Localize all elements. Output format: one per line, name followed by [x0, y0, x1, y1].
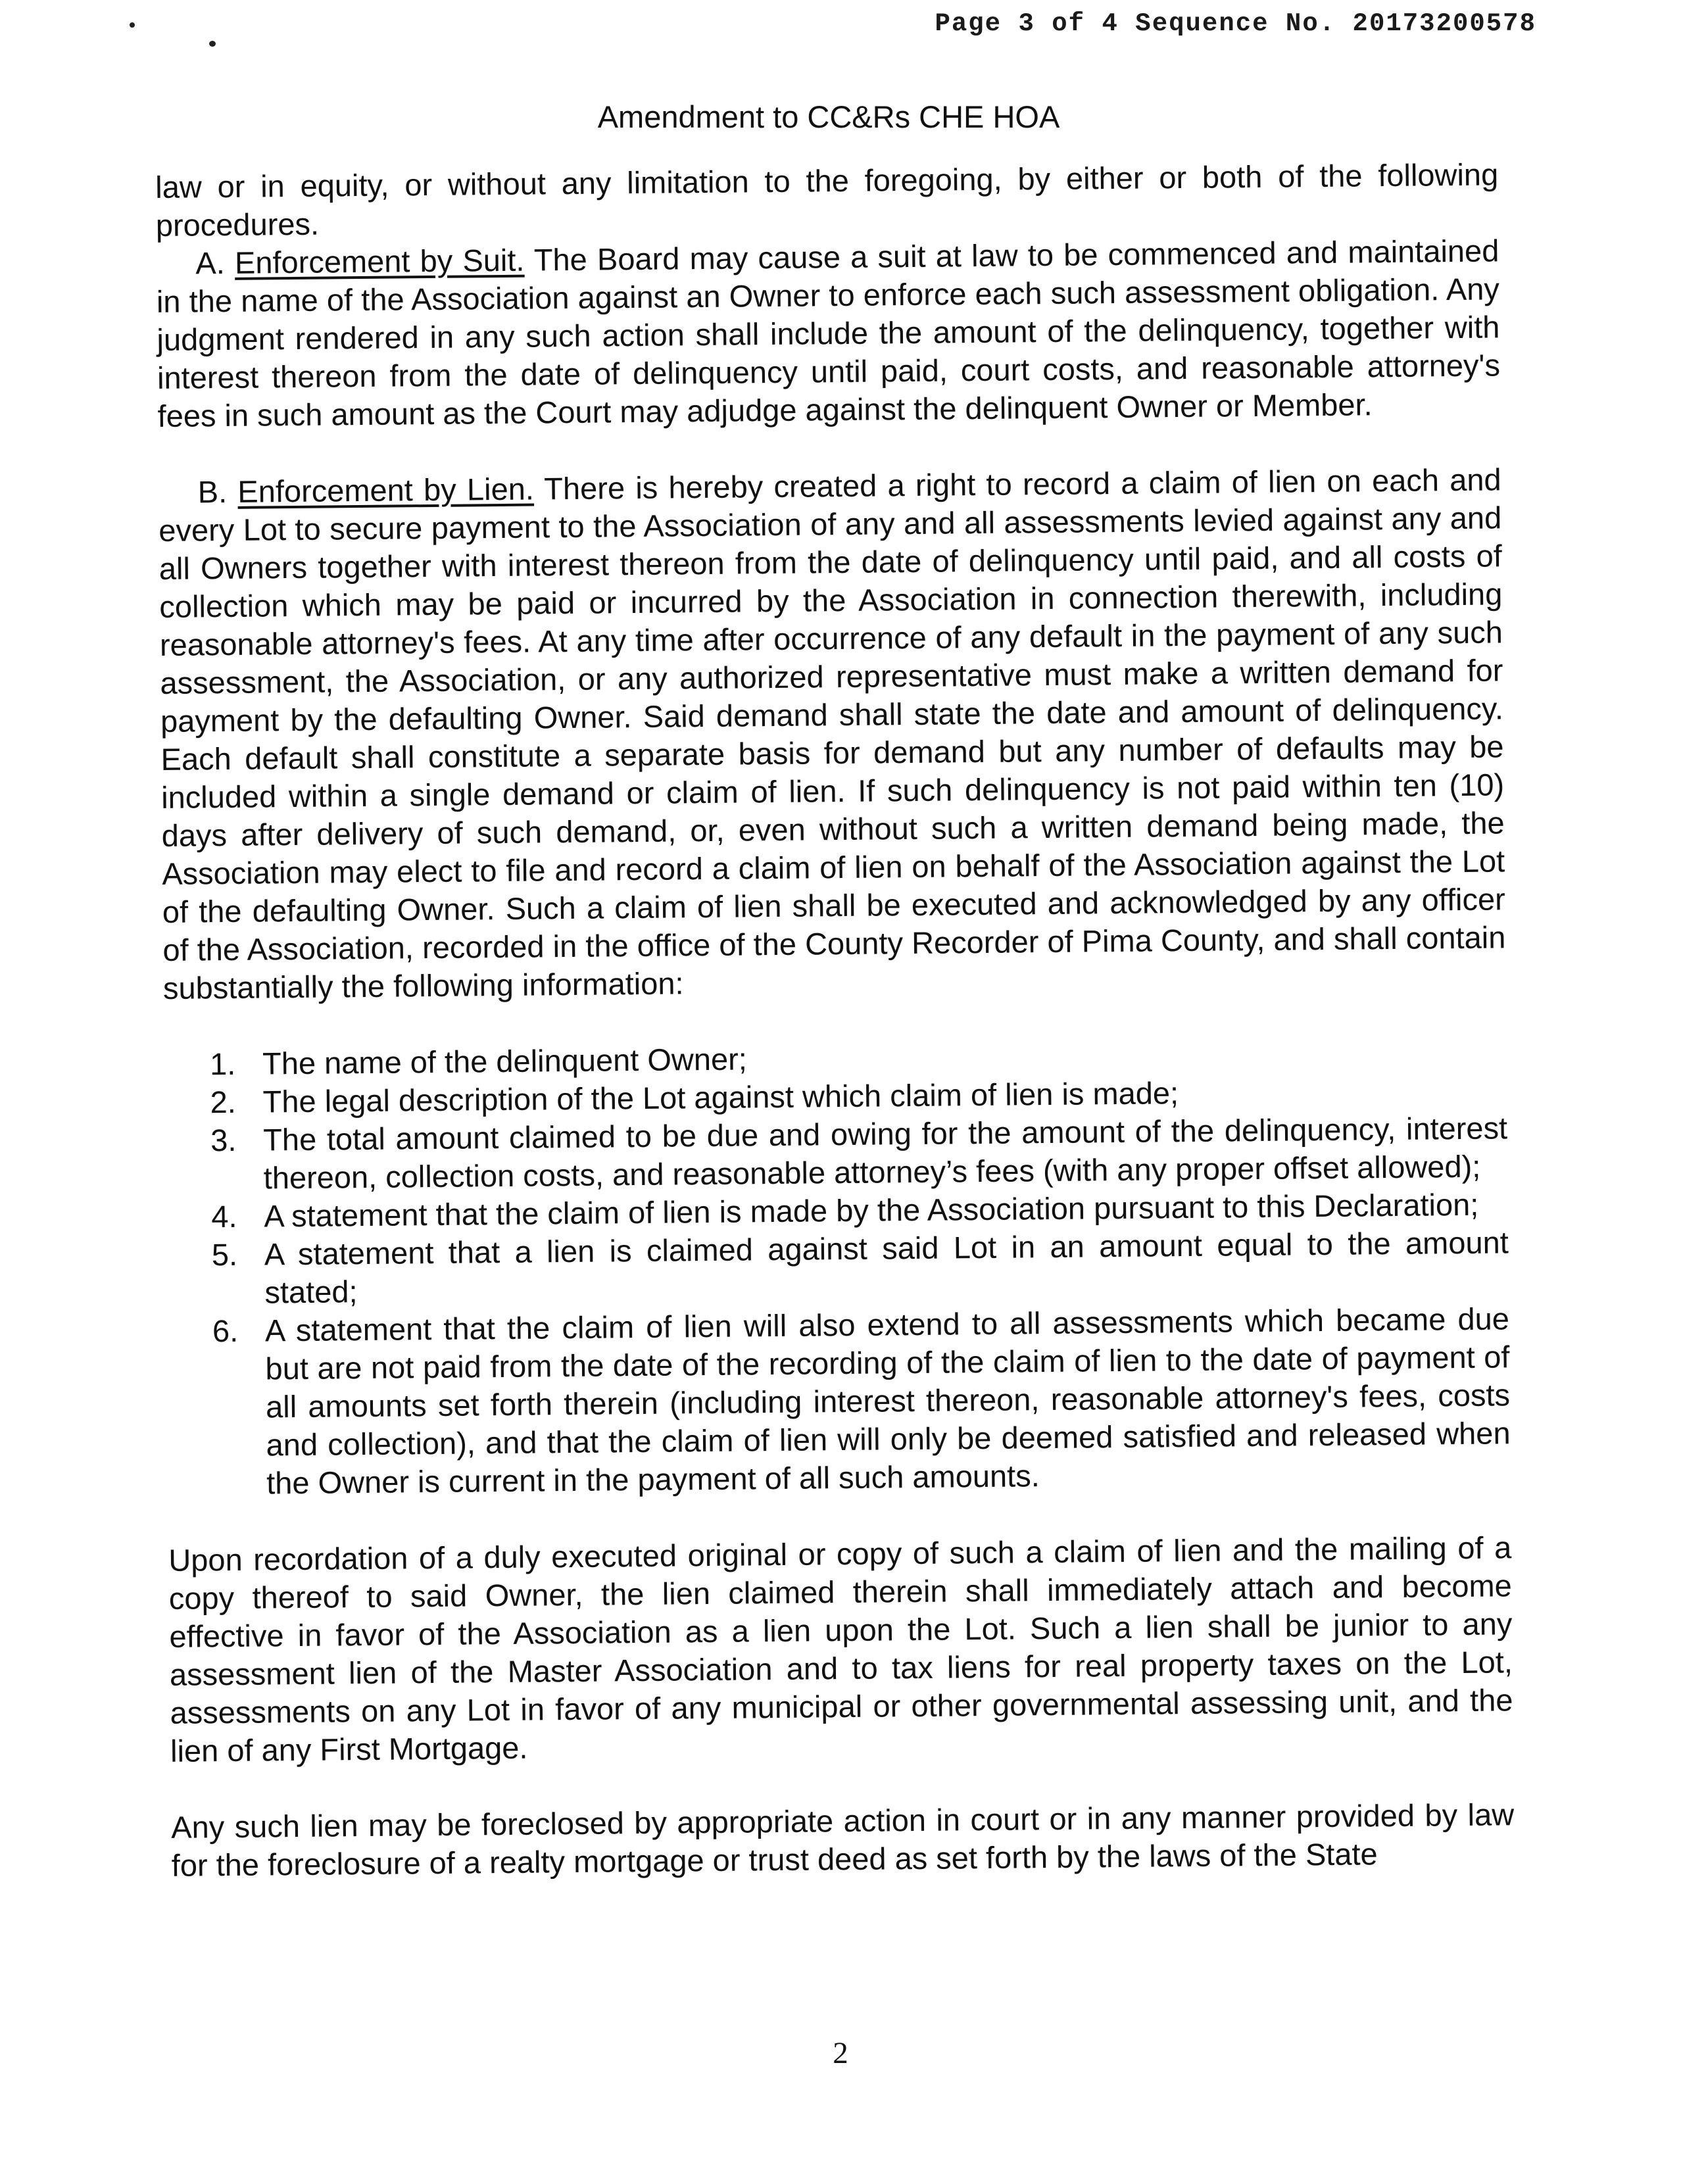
section-b-heading: Enforcement by Lien. — [237, 471, 535, 509]
section-a-heading: Enforcement by Suit. — [234, 242, 525, 280]
scan-speck — [209, 41, 216, 47]
list-item — [211, 1223, 1509, 1311]
section-b-prefix: B. — [197, 473, 238, 510]
list-item-text: A statement that the claim of lien is made by the Association pursuant to this Declaration; — [264, 1186, 1479, 1234]
page-number: 2 — [833, 2036, 848, 2070]
document-body — [155, 155, 1515, 1884]
list-item-number: 1. — [209, 1046, 236, 1082]
section-a-prefix: A. — [195, 245, 235, 281]
intro-paragraph: law or in equity, or without any limitation to the foregoing, by either or both of the following procedures. — [155, 157, 1499, 243]
section-a-paragraph — [156, 231, 1501, 435]
section-b-paragraph — [158, 460, 1506, 1007]
list-item-text: The legal description of the Lot against which claim of lien is made; — [262, 1075, 1179, 1119]
recordation-paragraph: Upon recordation of a duly executed original or copy of such a claim of lien and the mailing of a copy thereof to said Owner, the lien claimed therein shall immediately attach and become effective in favor of the Association as a lien upon the Lot. Such a lien shall be junior to any assessment lien of the Master Association and to tax liens for real property taxes on the Lot, assessments on any Lot in favor of any municipal or other governmental assessing unit, and the lien of any First Mortgage. — [168, 1530, 1513, 1768]
recorder-page-sequence: Page 3 of 4 Sequence No. 20173200578 — [935, 9, 1536, 38]
foreclosure-paragraph: Any such lien may be foreclosed by appropriate action in court or in any manner provided by law for the foreclosure of a realty mortgage or trust deed as set forth by the laws of the State — [170, 1797, 1515, 1883]
list-item-text: The name of the delinquent Owner; — [262, 1041, 748, 1081]
section-a-text: The Board may cause a suit at law to be commenced and maintained in the name of the Association against an Owner to enforce each such assessment obligation. Any judgment rendered in any such action shall include the amount of the delinquency, together with interest thereon from the date of delinquency until paid, court costs, and reasonable attorney's fees in such amount as the Court may adjudge against the delinquent Owner or Member. — [156, 233, 1501, 433]
document-title: Amendment to CC&Rs CHE HOA — [597, 99, 1060, 134]
list-item-number: 2. — [210, 1084, 237, 1120]
list-item — [210, 1109, 1508, 1197]
list-item — [212, 1299, 1511, 1502]
list-item-text: The total amount claimed to be due and owing for the amount of the delinquency, interest thereon, collection costs, and reasonable attorney’s fees (with any proper offset allowed); — [262, 1110, 1508, 1196]
list-item-number: 6. — [212, 1313, 239, 1349]
section-b-text: There is hereby created a right to record a claim of lien on each and every Lot to secure payment to the Association of any and all assessments levied against any and all Owners together with interest thereon from the date of delinquency until paid, and all costs of collection which may be paid or incurred by the Association in connection therewith, including reasonable attorney's fees. At any time after occurrence of any default in the payment of any such assessment, the Association, or any authorized representative must make a written demand for payment by the defaulting Owner. Said demand shall state the date and amount of delinquency. Each default shall constitute a separate basis for demand but any number of defaults may be included within a single demand or claim of lien. If such delinquency is not paid within ten (10) days after delivery of such demand, or, even without such a written demand being made, the Association may elect to file and record a claim of lien on behalf of the Association against the Lot of the defaulting Owner. Such a claim of lien shall be executed and acknowledged by any officer of the Association, recorded in the office of the County Recorder of Pima County, and shall contain substantially the following information: — [158, 462, 1506, 1006]
lien-information-list — [164, 1032, 1511, 1503]
list-item-number: 4. — [211, 1198, 237, 1234]
list-item-number: 5. — [211, 1236, 238, 1273]
scan-speck — [130, 22, 135, 28]
list-item-text: A statement that a lien is claimed against said Lot in an amount equal to the amount stated; — [264, 1225, 1509, 1310]
list-item-text: A statement that the claim of lien will also extend to all assessments which became due but are not paid from the date of the recording of the claim of lien to the date of payment of all amounts set forth therein (including interest thereon, reasonable attorney's fees, costs and collection), and that the claim of lien will only be deemed satisfied and released when the Owner is current in the payment of all such amounts. — [264, 1301, 1511, 1501]
list-item-number: 3. — [210, 1122, 237, 1158]
